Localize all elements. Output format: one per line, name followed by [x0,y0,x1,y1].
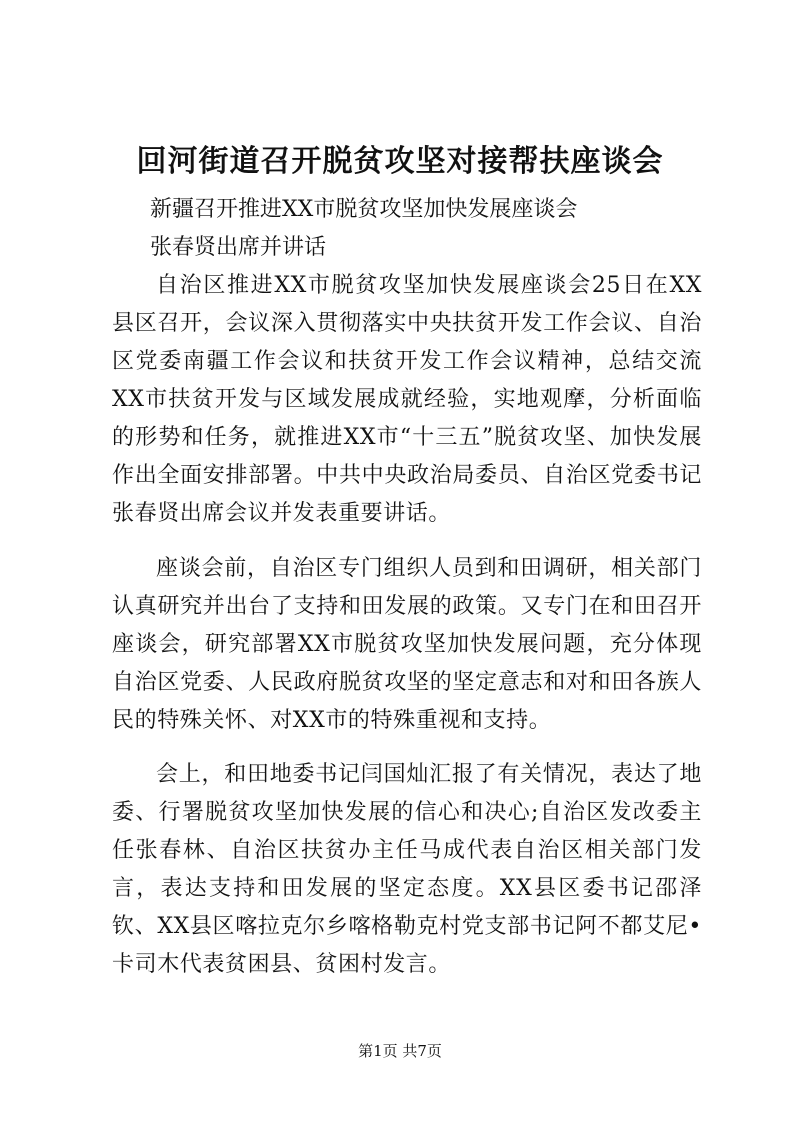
subtitle-line: 张春贤出席并讲话 [150,235,327,260]
document-title: 回河街道召开脱贫攻坚对接帮扶座谈会 [136,144,664,179]
body-paragraph: 自治区推进XX市脱贫攻坚加快发展座谈会25日在XX县区召开，会议深入贯彻落实中央扶贫开发工作会议、自治区党委南疆工作会议和扶贫开发工作会议精神，总结交流XX市扶贫开发与区域发展成就经验，实地观摩，分析面临的形势和任务，就推进XX市“十三五”脱贫攻坚、加快发展作出全面安排部署。中共中央政治局委员、自治区党委书记张春贤出席会议并发表重要讲话。 [112,273,702,526]
body-paragraph: 会上，和田地委书记闫国灿汇报了有关情况，表达了地委、行署脱贫攻坚加快发展的信心和决心;自治区发改委主任张春林、自治区扶贫办主任马成代表自治区相关部门发言，表达支持和田发展的坚定态度。XX县区委书记邵泽钦、XX县区喀拉克尔乡喀格勒克村党支部书记阿不都艾尼•卡司木代表贫困县、贫困村发言。 [112,762,702,977]
page-number: 第1页 共7页 [358,1042,442,1060]
body-paragraph: 座谈会前，自治区专门组织人员到和田调研，相关部门认真研究并出台了支持和田发展的政策。又专门在和田召开座谈会，研究部署XX市脱贫攻坚加快发展问题，充分体现自治区党委、人民政府脱贫攻坚的坚定意志和对和田各族人民的特殊关怀、对XX市的特殊重视和支持。 [112,556,702,733]
subtitle-line: 新疆召开推进XX市脱贫攻坚加快发展座谈会 [150,197,578,222]
